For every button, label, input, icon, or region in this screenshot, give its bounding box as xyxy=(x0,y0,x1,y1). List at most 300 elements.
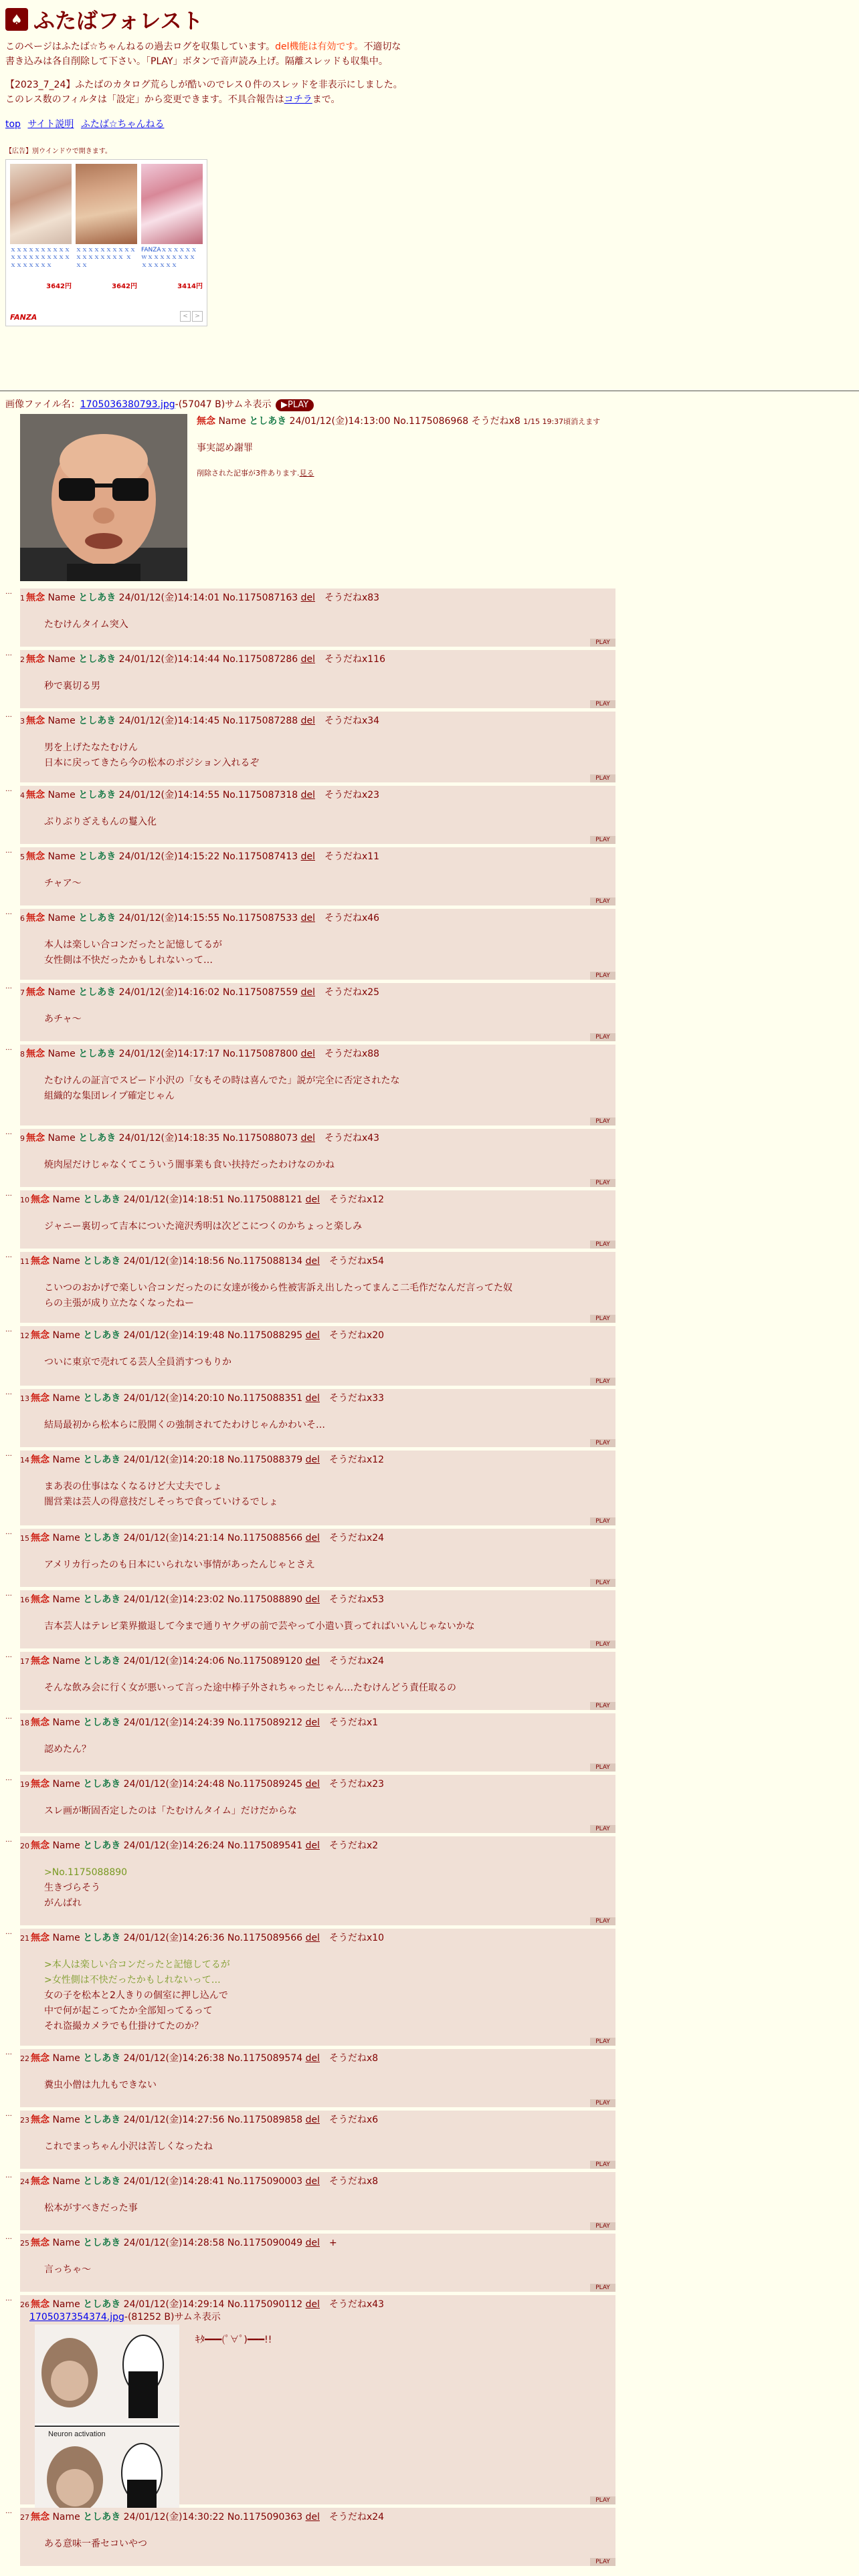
reply-number[interactable]: No.1175088379 xyxy=(227,1455,303,1465)
reply-box xyxy=(20,1652,615,1710)
reply-meta xyxy=(20,1192,384,1206)
del-link[interactable]: del xyxy=(305,1256,320,1267)
reply-text xyxy=(44,1619,475,1634)
reply-number[interactable]: No.1175087800 xyxy=(222,1049,298,1059)
reply-datetime: 24/01/12(金)14:15:22 xyxy=(118,851,220,862)
reply-line: 組織的な集団レイプ確定じゃん xyxy=(44,1091,175,1101)
reply-file-info: -(81252 B)サムネ表示 xyxy=(124,2312,221,2323)
reply-meta xyxy=(20,1592,384,1606)
reply-post xyxy=(5,2234,855,2292)
del-link[interactable]: del xyxy=(300,716,315,726)
reply-play-button[interactable]: PLAY xyxy=(590,1640,615,1648)
reply-box xyxy=(20,786,615,844)
del-link[interactable]: del xyxy=(305,1194,320,1205)
reply-play-button[interactable]: PLAY xyxy=(590,1315,615,1323)
reply-number[interactable]: No.1175090112 xyxy=(227,2299,303,2310)
reply-box xyxy=(20,1836,615,1925)
reply-marker: … xyxy=(5,1326,11,1333)
reply-index: 3 xyxy=(20,717,25,726)
reply-number[interactable]: No.1175088566 xyxy=(227,1533,303,1543)
soudane-button[interactable]: そうだねx24 xyxy=(328,1656,385,1667)
reply-meta xyxy=(20,1047,379,1060)
soudane-button[interactable]: そうだねx25 xyxy=(324,987,380,998)
name-label: Name xyxy=(47,913,76,924)
reply-name: としあき xyxy=(83,2115,121,2125)
reply-subject: 無念 xyxy=(31,2299,50,2310)
image-caption: Neuron activation xyxy=(48,2430,106,2438)
del-link[interactable]: del xyxy=(305,2176,320,2187)
reply-marker: … xyxy=(5,983,11,990)
reply-text xyxy=(44,1355,231,1370)
name-label: Name xyxy=(52,1840,80,1851)
reply-marker: … xyxy=(5,1129,11,1136)
name-label: Name xyxy=(47,851,76,862)
reply-number[interactable]: No.1175087559 xyxy=(222,987,298,998)
reply-play-button[interactable]: PLAY xyxy=(590,1378,615,1386)
reply-datetime: 24/01/12(金)14:24:39 xyxy=(123,1717,225,1728)
reply-meta xyxy=(20,1777,384,1790)
reply-post xyxy=(5,909,855,980)
reply-number[interactable]: No.1175090003 xyxy=(227,2176,303,2187)
reply-index: 13 xyxy=(20,1394,29,1403)
soudane-button[interactable]: そうだねx43 xyxy=(328,2299,385,2310)
op-play-button[interactable]: ▶PLAY xyxy=(276,399,314,411)
reply-post xyxy=(5,1326,855,1386)
soudane-button[interactable]: そうだねx54 xyxy=(328,1256,385,1267)
reply-marker: … xyxy=(5,847,11,855)
soudane-button[interactable]: そうだねx12 xyxy=(328,1194,385,1205)
name-label: Name xyxy=(52,1533,80,1543)
reply-line: ついに東京で売れてる芸人全員消すつもりか xyxy=(44,1357,231,1368)
reply-box xyxy=(20,2295,615,2504)
monkey-meme-image xyxy=(35,2325,179,2527)
ad-title[interactable]: ｘｘｘｘｘｘｘｘｘｘ ｘｘｘｘｘｘｘｘ ｘｘｘ xyxy=(76,246,136,270)
file-label: 画像ファイル名： xyxy=(5,399,80,410)
del-link[interactable]: del xyxy=(305,1330,320,1341)
soudane-button[interactable]: そうだねx34 xyxy=(324,716,380,726)
reply-play-button[interactable]: PLAY xyxy=(590,2496,615,2504)
reply-line: >女性側は不快だったかもしれないって… xyxy=(44,1975,221,1985)
reply-post xyxy=(5,2172,855,2230)
reply-index: 7 xyxy=(20,988,25,997)
del-link[interactable]: del xyxy=(305,1393,320,1404)
reply-number[interactable]: No.1175087163 xyxy=(222,593,298,603)
reply-subject: 無念 xyxy=(31,1594,50,1605)
name-label: Name xyxy=(52,1256,80,1267)
reply-play-button[interactable]: PLAY xyxy=(590,2038,615,2046)
reply-number[interactable]: No.1175088351 xyxy=(227,1393,303,1404)
ad-price: 3642円 xyxy=(112,282,137,290)
reply-box xyxy=(20,2508,615,2566)
reply-subject: 無念 xyxy=(26,1133,45,1144)
reply-post xyxy=(5,786,855,844)
reply-play-button[interactable]: PLAY xyxy=(590,836,615,844)
ad-next-button[interactable]: > xyxy=(192,311,203,322)
reply-subject: 無念 xyxy=(31,1194,50,1205)
reply-box xyxy=(20,1451,615,1525)
reply-play-button[interactable]: PLAY xyxy=(590,1579,615,1587)
del-link[interactable]: del xyxy=(305,2299,320,2310)
reply-play-button[interactable]: PLAY xyxy=(590,2099,615,2107)
op-name: としあき xyxy=(249,416,287,427)
reply-post xyxy=(5,712,855,782)
reply-datetime: 24/01/12(金)14:14:55 xyxy=(118,790,220,800)
reply-play-button[interactable]: PLAY xyxy=(590,1439,615,1447)
reply-name: としあき xyxy=(83,1656,121,1667)
ad-brand-logo[interactable]: FANZA xyxy=(10,312,37,322)
soudane-button[interactable]: そうだねx53 xyxy=(328,1594,385,1605)
notice-text: このページはふたば☆ちゃんねるの過去ログを収集しています。 xyxy=(5,41,276,52)
reply-line: らの主張が成り立たなくなったねー xyxy=(44,1298,194,1309)
op-file-line xyxy=(5,397,855,411)
soudane-button[interactable]: そうだねx11 xyxy=(324,851,380,862)
reply-index: 24 xyxy=(20,2177,29,2186)
reply-marker: … xyxy=(5,1045,11,1052)
reply-subject: 無念 xyxy=(31,1455,50,1465)
reply-subject: 無念 xyxy=(31,1393,50,1404)
reply-marker: … xyxy=(5,2172,11,2179)
reply-meta xyxy=(20,2113,378,2126)
del-link[interactable]: del xyxy=(300,593,315,603)
reply-play-button[interactable]: PLAY xyxy=(590,1917,615,1925)
reply-text xyxy=(44,2078,157,2093)
reply-play-button[interactable]: PLAY xyxy=(590,1117,615,1125)
reply-marker: … xyxy=(5,712,11,719)
del-link[interactable]: del xyxy=(305,1533,320,1543)
reply-number[interactable]: No.1175089120 xyxy=(227,1656,303,1667)
reply-play-button[interactable]: PLAY xyxy=(590,774,615,782)
name-label: Name xyxy=(52,1717,80,1728)
reply-post xyxy=(5,1529,855,1587)
soudane-button[interactable]: そうだねx43 xyxy=(324,1133,380,1144)
reply-meta xyxy=(20,985,379,998)
ad-thumbnail[interactable] xyxy=(76,164,137,244)
ad-prev-button[interactable]: < xyxy=(180,311,191,322)
del-link[interactable]: del xyxy=(300,1049,315,1059)
reply-play-button[interactable]: PLAY xyxy=(590,1702,615,1710)
reply-name: としあき xyxy=(83,1256,121,1267)
reply-line: 言っちゃ〜 xyxy=(44,2264,91,2275)
soudane-button[interactable]: そうだねx6 xyxy=(328,2115,379,2125)
reply-datetime: 24/01/12(金)14:29:14 xyxy=(123,2299,225,2310)
reply-line: そんな飲み会に行く女が悪いって言った途中棒子外されちゃったじゃん…たむけんどう責任取るの xyxy=(44,1683,456,1693)
reply-file-link[interactable]: 1705037354374.jpg xyxy=(29,2312,124,2323)
reply-line: 男を上げたなたむけん xyxy=(44,742,138,753)
reply-meta xyxy=(20,2297,384,2311)
reply-index: 22 xyxy=(20,2054,29,2063)
del-link[interactable]: del xyxy=(300,851,315,862)
reply-line: 松本がすべきだった事 xyxy=(44,2203,138,2214)
reply-meta xyxy=(20,591,379,604)
ad-price: 3414円 xyxy=(177,282,203,290)
reply-play-button[interactable]: PLAY xyxy=(590,2558,615,2566)
reply-datetime: 24/01/12(金)14:18:56 xyxy=(123,1256,225,1267)
del-link[interactable]: del xyxy=(305,2115,320,2125)
reply-line: それ盗撮カメラでも仕掛けてたのか？ xyxy=(44,2021,203,2032)
reply-post xyxy=(5,1190,855,1249)
op-file-link[interactable]: 1705036380793.jpg xyxy=(80,399,175,410)
ad-price: 3642円 xyxy=(46,282,72,290)
reply-post xyxy=(5,1045,855,1125)
reply-box xyxy=(20,1929,615,2046)
reply-name: としあき xyxy=(78,716,116,726)
op-number[interactable]: No.1175086968 xyxy=(393,416,469,427)
reply-number[interactable]: No.1175088121 xyxy=(227,1194,303,1205)
soudane-button[interactable]: そうだねx23 xyxy=(328,1779,385,1790)
reply-number[interactable]: No.1175087533 xyxy=(222,913,298,924)
del-link[interactable]: del xyxy=(305,1779,320,1790)
reply-play-button[interactable]: PLAY xyxy=(590,2161,615,2169)
reply-box xyxy=(20,1326,615,1386)
reply-datetime: 24/01/12(金)14:20:10 xyxy=(123,1393,225,1404)
op-body xyxy=(197,414,600,478)
reply-play-button[interactable]: PLAY xyxy=(590,1179,615,1187)
reply-number[interactable]: No.1175087413 xyxy=(222,851,298,862)
reply-number[interactable]: No.1175089574 xyxy=(227,2053,303,2064)
forest-logo-icon[interactable]: ♠ xyxy=(5,8,28,31)
reply-box xyxy=(20,588,615,647)
reply-subject: 無念 xyxy=(26,987,45,998)
name-label: Name xyxy=(47,987,76,998)
reply-name: としあき xyxy=(83,1194,121,1205)
reply-line: >本人は楽しい合コンだったと記憶してるが xyxy=(44,1959,230,1970)
reply-marker: … xyxy=(5,1652,11,1659)
reply-text xyxy=(44,1158,335,1173)
reply-name: としあき xyxy=(83,1594,121,1605)
del-link[interactable]: del xyxy=(300,1133,315,1144)
reply-play-button[interactable]: PLAY xyxy=(590,897,615,905)
reply-post xyxy=(5,1252,855,1323)
reply-line: 吉本芸人はテレビ業界撤退して今まで通りヤクザの前で芸やって小遣い貰ってればいいんじゃないかな xyxy=(44,1621,475,1632)
reply-play-button[interactable]: PLAY xyxy=(590,2222,615,2230)
reply-post xyxy=(5,2508,855,2566)
reply-index: 25 xyxy=(20,2239,29,2248)
notice-del-text: del機能は有効です。 xyxy=(275,41,364,52)
ad-thumbnail[interactable] xyxy=(141,164,203,244)
soudane-button[interactable]: そうだねx24 xyxy=(328,1533,385,1543)
reply-number[interactable]: No.1175090363 xyxy=(227,2512,303,2523)
reply-play-button[interactable]: PLAY xyxy=(590,1763,615,1772)
soudane-button[interactable]: そうだねx33 xyxy=(328,1393,385,1404)
soudane-button[interactable]: そうだねx23 xyxy=(324,790,380,800)
reply-name: としあき xyxy=(78,654,116,665)
reply-play-button[interactable]: PLAY xyxy=(590,639,615,647)
reply-number[interactable]: No.1175089212 xyxy=(227,1717,303,1728)
soudane-button[interactable]: そうだねx8 xyxy=(328,2053,379,2064)
reply-number[interactable]: No.1175089566 xyxy=(227,1933,303,1943)
del-link[interactable]: del xyxy=(305,1933,320,1943)
reply-line: これでまっちゃん小沢は苦しくなったね xyxy=(44,2141,213,2152)
ad-title[interactable]: ｘｘｘｘｘｘｘｘｘｘ ｘｘｘｘｘｘｘｘｘｘ ｘｘｘｘｘｘｘ xyxy=(10,246,71,270)
reply-text xyxy=(44,1073,399,1104)
reply-subject: 無念 xyxy=(31,1717,50,1728)
reply-meta xyxy=(20,1391,384,1404)
reply-subject: 無念 xyxy=(26,913,45,924)
reply-name: としあき xyxy=(83,1779,121,1790)
ad-title[interactable]: FANZAｘｘｘｘｘｘ ｗｘｘｘｘｘｘｘｘ ｘｘｘｘｘｘ xyxy=(141,246,197,270)
reply-number[interactable]: No.1175089541 xyxy=(227,1840,303,1851)
reply-number[interactable]: No.1175088134 xyxy=(227,1256,303,1267)
reply-name: としあき xyxy=(78,851,116,862)
reply-box xyxy=(20,1775,615,1833)
del-link[interactable]: del xyxy=(300,987,315,998)
del-link[interactable]: del xyxy=(305,1717,320,1728)
reply-subject: 無念 xyxy=(31,1330,50,1341)
reply-thumbnail[interactable] xyxy=(35,2325,179,2527)
reply-marker: … xyxy=(5,1590,11,1598)
soudane-button[interactable]: そうだねx46 xyxy=(324,913,380,924)
reply-text xyxy=(44,1558,315,1573)
soudane-button[interactable]: そうだねx10 xyxy=(328,1933,385,1943)
soudane-button[interactable]: + xyxy=(328,2238,337,2248)
reply-post xyxy=(5,1451,855,1525)
reply-post xyxy=(5,1836,855,1925)
reply-play-button[interactable]: PLAY xyxy=(590,700,615,708)
reply-play-button[interactable]: PLAY xyxy=(590,2284,615,2292)
bug-report-link[interactable]: コチラ xyxy=(284,94,312,106)
nav-top-link[interactable]: top xyxy=(5,118,21,130)
reply-number[interactable]: No.1175089245 xyxy=(227,1779,303,1790)
reply-number[interactable]: No.1175087286 xyxy=(222,654,298,665)
nav-futaba-link[interactable]: ふたば☆ちゃんねる xyxy=(80,118,165,130)
ad-pager xyxy=(180,311,203,322)
del-link[interactable]: del xyxy=(305,1594,320,1605)
reply-box xyxy=(20,1190,615,1249)
reply-number[interactable]: No.1175089858 xyxy=(227,2115,303,2125)
ad-item[interactable] xyxy=(76,164,137,290)
reply-datetime: 24/01/12(金)14:23:02 xyxy=(123,1594,225,1605)
ad-item[interactable] xyxy=(141,164,203,290)
op-datetime: 24/01/12(金)14:13:00 xyxy=(289,416,391,427)
soudane-button[interactable]: そうだねx88 xyxy=(324,1049,380,1059)
reply-index: 12 xyxy=(20,1331,29,1340)
reply-meta xyxy=(20,2051,378,2064)
reply-line: 生きづらそう xyxy=(44,1883,100,1893)
reply-line: 焼肉屋だけじゃなくてこういう闇事業も食い扶持だったわけなのかね xyxy=(44,1160,335,1170)
notice-text: 不適切な書き込みは各自削除して下さい。「PLAY」ボタンで音声読み上げ。隔離スレッドも収集中。 xyxy=(5,41,401,67)
reply-box xyxy=(20,1389,615,1447)
soudane-button[interactable]: そうだねx8 xyxy=(328,2176,379,2187)
soudane-button[interactable]: そうだねx1 xyxy=(328,1717,379,1728)
reply-text xyxy=(44,2262,91,2278)
reply-datetime: 24/01/12(金)14:18:35 xyxy=(118,1133,220,1144)
reply-text xyxy=(44,740,259,771)
ad-thumbnail[interactable] xyxy=(10,164,72,244)
reply-line: チャア〜 xyxy=(44,878,82,889)
reply-line: こいつのおかげで楽しい合コンだったのに女達が後から性被害訴え出したってまんこ二毛作だなんだ言ってた奴 xyxy=(44,1283,512,1293)
reply-marker: … xyxy=(5,650,11,657)
reply-subject: 無念 xyxy=(26,654,45,665)
reply-line: 闇営業は芸人の得意技だしそっちで食っていけるでしょ xyxy=(44,1497,278,1507)
reply-post xyxy=(5,847,855,905)
reply-name: としあき xyxy=(83,2176,121,2187)
reply-meta xyxy=(20,2510,384,2523)
site-notice xyxy=(5,40,407,69)
soudane-button[interactable]: そうだねx2 xyxy=(328,1840,379,1851)
reply-line: ジャニー裏切って吉本についた滝沢秀明は次どこにつくのかちょっと楽しみ xyxy=(44,1221,363,1232)
reply-play-button[interactable]: PLAY xyxy=(590,1517,615,1525)
reply-box xyxy=(20,1713,615,1772)
reply-subject: 無念 xyxy=(26,593,45,603)
reply-subject: 無念 xyxy=(31,2115,50,2125)
op-text: 事実認め謝罪 xyxy=(197,443,253,453)
name-label: Name xyxy=(52,1393,80,1404)
reply-name: としあき xyxy=(78,593,116,603)
soudane-button[interactable]: そうだねx20 xyxy=(328,1330,385,1341)
reply-text xyxy=(44,1742,91,1757)
reply-text xyxy=(44,1804,297,1819)
soudane-button[interactable]: そうだねx83 xyxy=(324,593,380,603)
del-link[interactable]: del xyxy=(305,2053,320,2064)
name-label: Name xyxy=(47,716,76,726)
deleted-note-text: 削除された記事が3件あります. xyxy=(197,469,300,477)
reply-line: スレ画が断固否定したのは「たむけんタイム」だけだからな xyxy=(44,1806,297,1816)
reply-index: 17 xyxy=(20,1657,29,1666)
reply-marker: … xyxy=(5,1389,11,1396)
reply-marker: … xyxy=(5,2295,11,2302)
reply-play-button[interactable]: PLAY xyxy=(590,1825,615,1833)
del-link[interactable]: del xyxy=(305,1840,320,1851)
reply-number[interactable]: No.1175088073 xyxy=(222,1133,298,1144)
reply-subject: 無念 xyxy=(31,1779,50,1790)
name-label: Name xyxy=(52,2053,80,2064)
del-link[interactable]: del xyxy=(300,790,315,800)
reply-box xyxy=(20,2234,615,2292)
reply-number[interactable]: No.1175090049 xyxy=(227,2238,303,2248)
reply-play-button[interactable]: PLAY xyxy=(590,1241,615,1249)
reply-line: 本人は楽しい合コンだったと記憶してるが xyxy=(44,940,222,950)
reply-name: としあき xyxy=(83,1393,121,1404)
reply-marker: … xyxy=(5,1713,11,1721)
reply-meta xyxy=(20,1254,384,1267)
reply-datetime: 24/01/12(金)14:17:17 xyxy=(118,1049,220,1059)
reply-index: 20 xyxy=(20,1842,29,1850)
reply-number[interactable]: No.1175087288 xyxy=(222,716,298,726)
reply-text xyxy=(44,679,100,694)
ad-item[interactable] xyxy=(10,164,72,290)
reply-number[interactable]: No.1175087318 xyxy=(222,790,298,800)
reply-marker: … xyxy=(5,786,11,793)
reply-play-button[interactable]: PLAY xyxy=(590,972,615,980)
reply-datetime: 24/01/12(金)14:20:18 xyxy=(123,1455,225,1465)
site-title-text: ふたばフォレスト xyxy=(33,8,203,33)
reply-number[interactable]: No.1175088890 xyxy=(227,1594,303,1605)
reply-post xyxy=(5,1713,855,1772)
soudane-button[interactable]: そうだねx116 xyxy=(324,654,385,665)
op-soudane[interactable]: そうだねx8 xyxy=(471,416,520,427)
reply-line: 日本に戻ってきたら今の松本のポジション入れるぞ xyxy=(44,758,260,768)
show-deleted-link[interactable]: 見る xyxy=(299,469,314,477)
del-link[interactable]: del xyxy=(305,1656,320,1667)
reply-meta xyxy=(20,1328,384,1341)
reply-meta xyxy=(20,1654,384,1667)
del-link[interactable]: del xyxy=(300,654,315,665)
reply-number[interactable]: No.1175088295 xyxy=(227,1330,303,1341)
del-link[interactable]: del xyxy=(300,913,315,924)
soudane-button[interactable]: そうだねx24 xyxy=(328,2512,385,2523)
bald-man-sunglasses-image xyxy=(20,414,187,581)
nav-about-link[interactable]: サイト説明 xyxy=(27,118,74,130)
reply-subject: 無念 xyxy=(26,790,45,800)
del-link[interactable]: del xyxy=(305,1455,320,1465)
reply-marker: … xyxy=(5,2111,11,2118)
del-link[interactable]: del xyxy=(305,2512,320,2523)
op-thumbnail[interactable] xyxy=(20,414,187,581)
del-link[interactable]: del xyxy=(305,2238,320,2248)
reply-play-button[interactable]: PLAY xyxy=(590,1033,615,1041)
reply-index: 15 xyxy=(20,1534,29,1543)
soudane-button[interactable]: そうだねx12 xyxy=(328,1455,385,1465)
